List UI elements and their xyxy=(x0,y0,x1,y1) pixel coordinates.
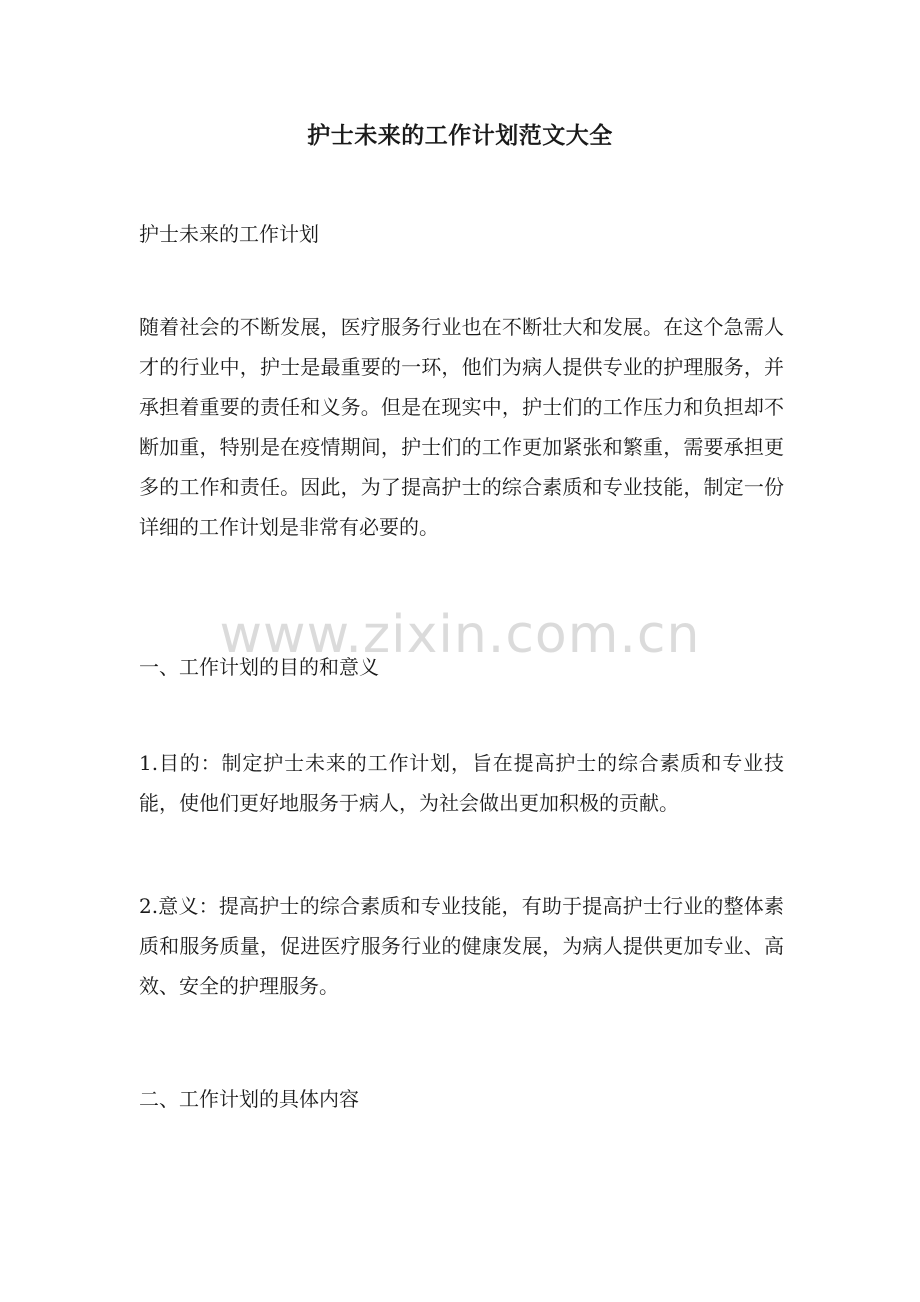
section-heading-purpose: 一、工作计划的目的和意义 xyxy=(139,655,379,679)
section-heading-content: 二、工作计划的具体内容 xyxy=(139,1087,359,1111)
document-subtitle: 护士未来的工作计划 xyxy=(139,222,319,246)
intro-paragraph: 随着社会的不断发展，医疗服务行业也在不断壮大和发展。在这个急需人才的行业中，护士是最重要的一环，他们为病人提供专业的护理服务，并承担着重要的责任和义务。但是在现实中，护士们的工作压力和负担却不断加重，特别是在疫情期间，护士们的工作更加紧张和繁重，需要承担更多的工作和责任。因此，为了提高护士的综合素质和专业技能，制定一份详细的工作计划是非常有必要的。 xyxy=(139,315,784,539)
watermark: www.zixin.com.cn xyxy=(219,605,701,665)
document-title: 护士未来的工作计划范文大全 xyxy=(307,122,613,149)
list-item-goal: 1.目的：制定护士未来的工作计划，旨在提高护士的综合素质和专业技能，使他们更好地服务于病人，为社会做出更加积极的贡献。 xyxy=(139,751,784,815)
list-item-meaning: 2.意义：提高护士的综合素质和专业技能，有助于提高护士行业的整体素质和服务质量，促进医疗服务行业的健康发展，为病人提供更加专业、高效、安全的护理服务。 xyxy=(139,894,784,998)
